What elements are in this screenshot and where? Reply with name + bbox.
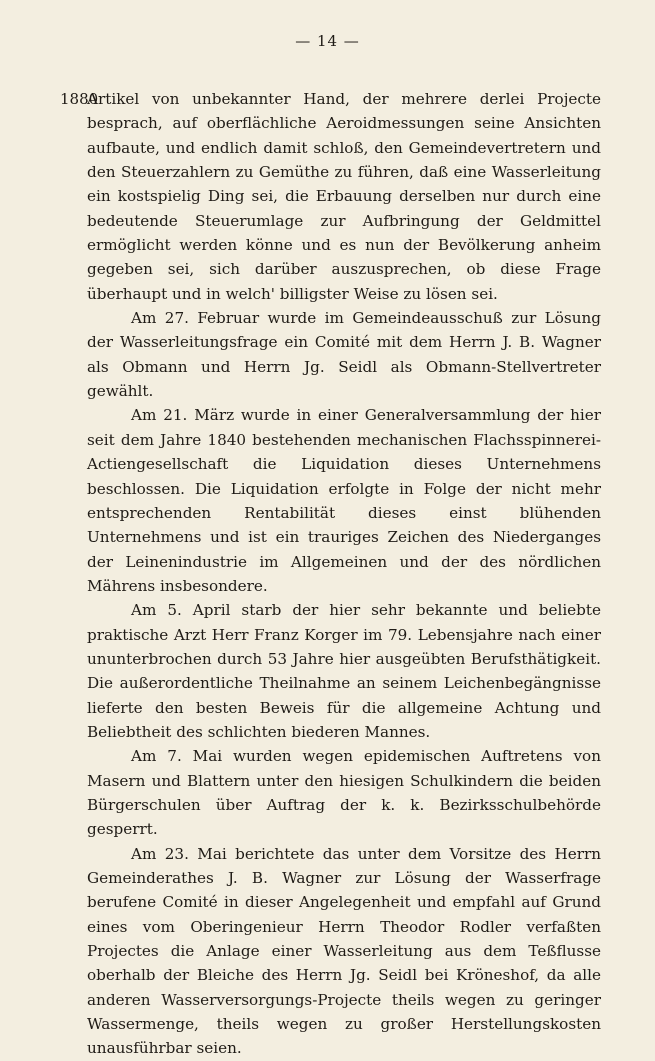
- paragraph: Am 5. April starb der hier sehr bekannte und beliebte praktische Arzt Herr Franz Korger im 79. Lebensjahre nach einer ununterbrochen durch 53 Jahre hier ausgeübten Berufsthätigkeit. Die außerordentliche Theilnahme an seinem Leichenbegängnisse lieferte den besten Beweis für die allgemeine Achtung und Beliebtheit des schlichten biederen Mannes.: [87, 601, 601, 741]
- paragraph: Am 23. Mai berichtete das unter dem Vorsitze des Herrn Gemeinderathes J. B. Wagner zur Lösung der Wasserfrage berufene Comité in dieser Angelegenheit und empfahl auf Grund eines vom Oberingenieur Herrn Theodor Rodler verfaßten Projectes die Anlage einer Wasserleitung aus dem Teßflusse oberhalb der Bleiche des Herrn Jg. Seidl bei Kröneshof, da alle anderen Wasserversorgungs-Projecte theils wegen zu geringer Wassermenge, theils wegen zu großer Herstellungskosten unausführbar seien.: [87, 844, 601, 1058]
- paragraph: Am 7. Mai wurden wegen epidemischen Auftretens von Masern und Blattern unter den hiesigen Schulkindern die beiden Bürgerschulen über Auftrag der k. k. Bezirksschulbehörde gesperrt.: [87, 747, 601, 839]
- body-text: [87, 87, 601, 1061]
- paragraph: Artikel von unbekannter Hand, der mehrere derlei Projecte besprach, auf oberflächliche Aeroidmessungen seine Ansichten aufbaute, und endlich damit schloß, den Gemeindevertretern und den Steuerzahlern zu Gemüthe zu führen, daß eine Wasserleitung ein kostspielig Ding sei, die Erbauung derselben nur durch eine bedeutende Steuerumlage zur Aufbringung der Geldmittel ermöglicht werden könne und es nun der Bevölkerung anheim gegeben sei, sich darüber auszusprechen, ob diese Frage überhaupt und in welch' billigster Weise zu lösen sei.: [87, 90, 601, 303]
- page-number: — 14 —: [295, 32, 360, 50]
- margin-year: 1880: [60, 90, 99, 108]
- paragraph: Am 21. März wurde in einer Generalversammlung der hier seit dem Jahre 1840 bestehenden mechanischen Flachsspinnerei-Actiengesellschaft die Liquidation dieses Unternehmens beschlossen. Die Liquidation erfolgte in Folge der nicht mehr entsprechenden Rentabilität dieses einst blühenden Unternehmens und ist ein trauriges Zeichen des Niederganges der Leinenindustrie im Allgemeinen und der des nördlichen Mährens insbesondere.: [87, 406, 601, 595]
- paragraph: Am 27. Februar wurde im Gemeindeausschuß zur Lösung der Wasserleitungsfrage ein Comité mit dem Herrn J. B. Wagner als Obmann und Herrn Jg. Seidl als Obmann-Stellvertreter gewählt.: [87, 309, 601, 401]
